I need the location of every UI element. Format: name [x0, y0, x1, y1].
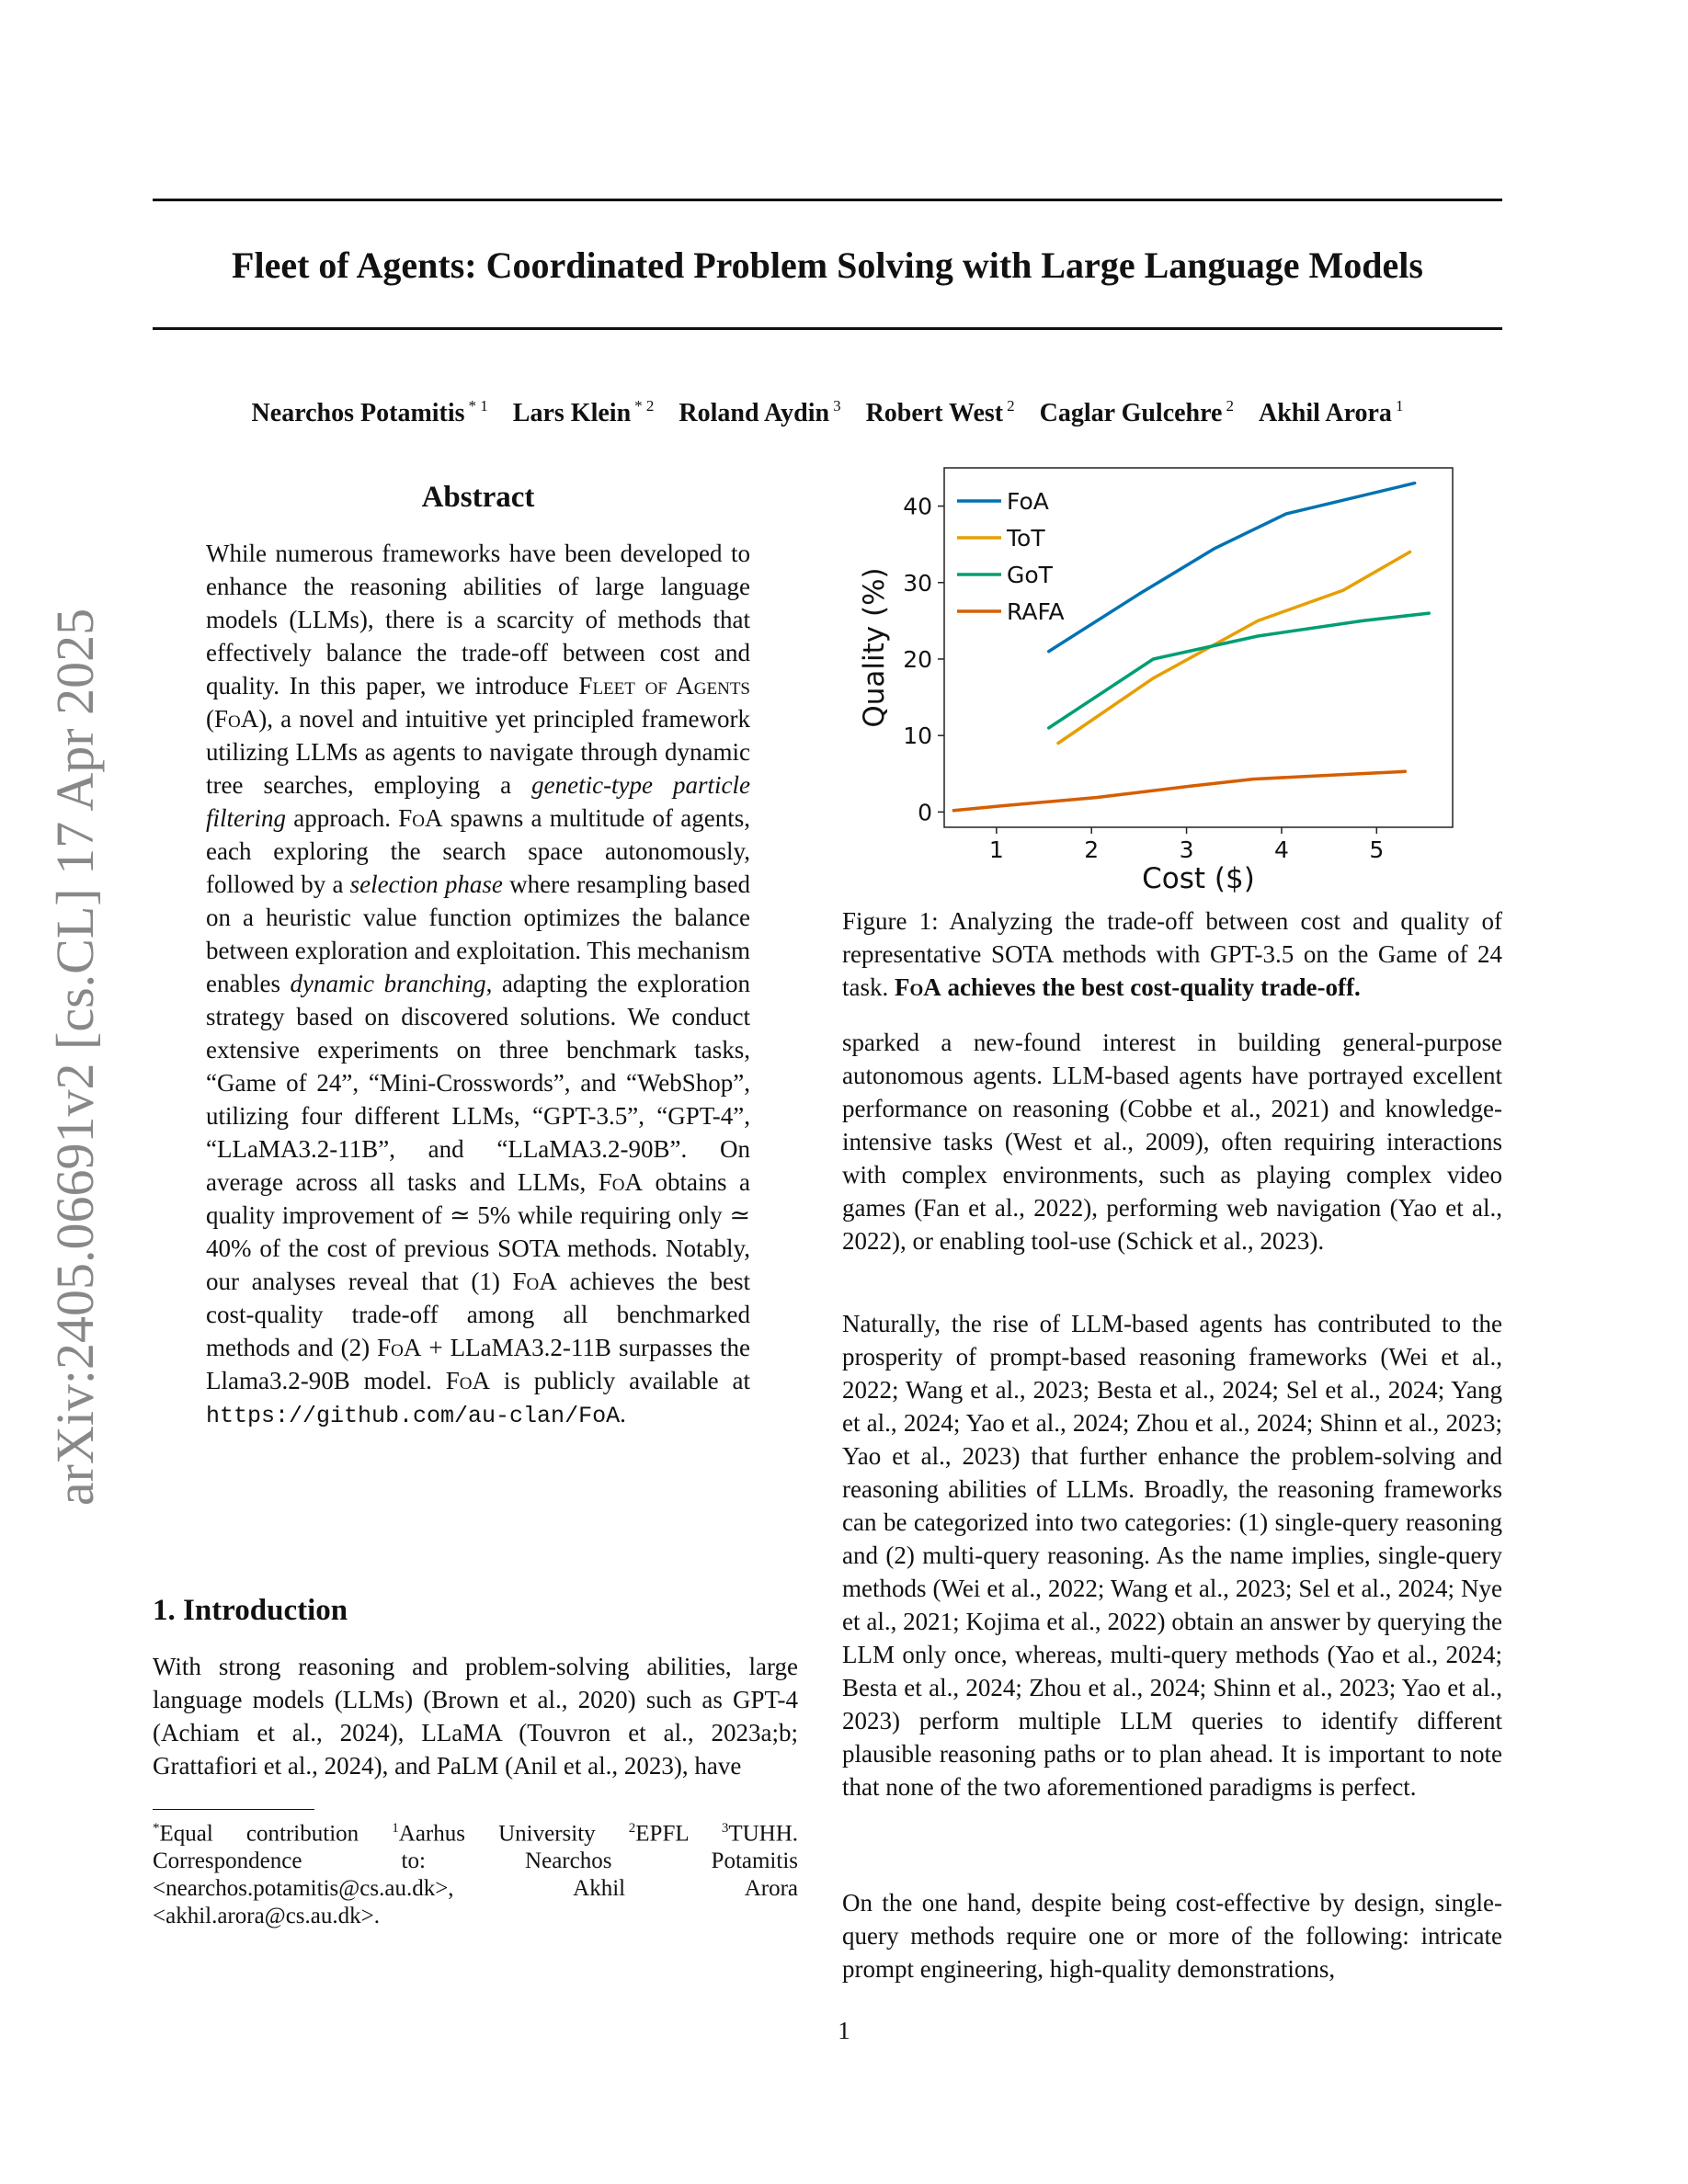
x-tick-label: 1: [988, 836, 1004, 863]
abstract-body: [206, 537, 750, 1433]
author-affiliation: 2: [1007, 397, 1015, 415]
author-name: Roland Aydin: [679, 399, 830, 427]
legend-label: GoT: [1007, 562, 1053, 588]
author: [513, 399, 655, 427]
method-acronym: FoA: [377, 1334, 422, 1361]
author-list: [153, 390, 1502, 430]
paper-title: Fleet of Agents: Coordinated Problem Solving with Large Language Models: [232, 245, 1423, 286]
footnote: [153, 1814, 798, 1930]
method-acronym: FoA: [398, 804, 443, 832]
author-name: Caglar Gulcehre: [1039, 399, 1223, 427]
author-affiliation: 1: [1395, 397, 1404, 415]
x-tick-label: 5: [1369, 836, 1385, 863]
legend-label: ToT: [1007, 525, 1045, 552]
author: [1259, 399, 1403, 427]
series-line-rafa: [953, 771, 1405, 810]
cost-quality-chart: [842, 460, 1504, 901]
method-acronym: FoA: [895, 973, 941, 1001]
abstract-heading: Abstract: [421, 481, 535, 514]
author-affiliation: * 1: [468, 397, 488, 415]
abstract-text: achieves the best cost-quality trade-off among all benchmarked methods and (2): [206, 1268, 750, 1361]
caption-emphasis: [895, 973, 1361, 1001]
intro-paragraph: On the one hand, despite being cost-effective by design, single-query methods require one or more of the following: intricate prompt engineering, high-quality demonstrations,: [842, 1889, 1502, 1983]
intro-paragraph: Naturally, the rise of LLM-based agents has contributed to the prosperity of prompt-based reasoning frameworks (Wei et al., 2022; Wang et al., 2023; Besta et al., 2024; Sel et al., 2024; Yang et al., 2024; Yao et al., 2024; Zhou et al., 2024; Shinn et al., 2023; Yao et al., 2023) that further enhance the problem-solving and reasoning abilities of LLMs. Broadly, the reasoning frameworks can be categorized into two categories: (1) single-query reasoning and (2) multi-query reasoning. As the name implies, single-query methods (Wei et al., 2022; Wang et al., 2023; Sel et al., 2024; Nye et al., 2021; Kojima et al., 2022) obtain an answer by querying the LLM only once, whereas, multi-query methods (Yao et al., 2024; Besta et al., 2024; Zhou et al., 2024; Shinn et al., 2023; Yao et al., 2023) perform multiple LLM queries to identify different plausible reasoning paths or to plan ahead. It is important to note that none of the two aforementioned paradigms is perfect.: [842, 1310, 1502, 1801]
author: [252, 399, 488, 427]
abstract-text: , adapting the exploration strategy based on discovered solutions. We conduct extensive experiments on three benchmark tasks, “Game of 24”, “Mini-Crosswords”, and “WebShop”, utilizing four different LLMs, “GPT-3.5”, “GPT-4”, “LLaMA3.2-11B”, and “LLaMA3.2-90B”. On average across all tasks and LLMs,: [206, 970, 750, 1196]
legend-label: FoA: [1007, 488, 1049, 515]
abstract-emphasis: genetic-type particle filtering: [206, 771, 750, 832]
caption-text: Figure 1: Analyzing the trade-off between cost and quality of representative SOTA methods with GPT-3.5 on the Game of 24 task.: [842, 907, 1502, 1001]
y-axis-label: Quality (%): [858, 567, 891, 728]
author: [679, 399, 840, 427]
y-tick-label: 30: [903, 569, 932, 597]
method-acronym: FoA: [512, 1268, 557, 1295]
x-tick-label: 4: [1273, 836, 1289, 863]
author: [1040, 399, 1234, 427]
caption-emphasis-text: achieves the best cost-quality trade-off.: [941, 973, 1361, 1001]
x-axis-label: Cost ($): [1142, 862, 1255, 895]
series-line-foa: [1049, 483, 1415, 652]
abstract-text: (: [206, 705, 214, 733]
footnote-rule: [153, 1809, 314, 1810]
author: [866, 399, 1015, 427]
footnote-text: TUHH. Correspondence to: Nearchos Potamitis <nearchos.potamitis@cs.au.dk>, Akhil Arora <akhil.arora@cs.au.dk>.: [153, 1821, 798, 1929]
author-name: Akhil Arora: [1258, 399, 1392, 427]
abstract-text: .: [620, 1400, 626, 1428]
arxiv-stamp: arXiv:2405.06691v2 [cs.CL] 17 Apr 2025: [45, 608, 105, 1507]
author-affiliation: 2: [1226, 397, 1234, 415]
abstract-text: While numerous frameworks have been developed to enhance the reasoning abilities of large language models (LLMs), there is a scarcity of methods that effectively balance the trade-off between cost and quality. In this paper, we introduce: [206, 540, 750, 700]
figure-1: [842, 460, 1504, 901]
author-name: Nearchos Potamitis: [251, 399, 465, 427]
y-tick-label: 10: [903, 722, 932, 750]
section-heading-introduction: 1. Introduction: [153, 1594, 348, 1627]
intro-paragraph: With strong reasoning and problem-solving abilities, large language models (LLMs) (Brown et al., 2020) such as GPT-4 (Achiam et al., 2024), LLaMA (Touvron et al., 2023a;b; Grattafiori et al., 2024), and PaLM (Anil et al., 2023), have: [153, 1653, 798, 1780]
abstract-emphasis: selection phase: [349, 870, 503, 898]
y-tick-label: 40: [903, 493, 932, 520]
repository-link[interactable]: https://github.com/au-clan/FoA: [206, 1403, 621, 1429]
x-tick-label: 3: [1179, 836, 1194, 863]
abstract-text: where resampling based on a heuristic value function optimizes the balance between exploration and exploitation. This mechanism enables: [206, 870, 750, 997]
legend-label: RAFA: [1007, 598, 1065, 625]
abstract-text: is publicly available at: [490, 1367, 750, 1394]
abstract-text: + LLaMA3.2-11B surpasses the Llama3.2-90B model.: [206, 1334, 750, 1394]
method-acronym: FoA: [598, 1168, 643, 1196]
y-tick-label: 0: [918, 799, 932, 826]
title-rule-bottom: [153, 327, 1502, 330]
title-rule-top: [153, 199, 1502, 201]
intro-paragraph: sparked a new-found interest in building general-purpose autonomous agents. LLM-based agents have portrayed excellent performance on reasoning (Cobbe et al., 2021) and knowledge-intensive tasks (West et al., 2009), often requiring interactions with complex environments, such as playing complex video games (Fan et al., 2022), performing web navigation (Yao et al., 2022), or enabling tool-use (Schick et al., 2023).: [842, 1029, 1502, 1255]
page-number: 1: [838, 2017, 850, 2044]
author-name: Robert West: [865, 399, 1004, 427]
abstract-text: ), a novel and intuitive yet principled framework utilizing LLMs as agents to navigate through dynamic tree searches, employing a: [206, 705, 750, 799]
abstract-text: obtains a quality improvement of ≃ 5% while requiring only ≃ 40% of the cost of previous SOTA methods. Notably, our analyses reveal that (1): [206, 1168, 750, 1295]
footnote-text: Equal contribution: [159, 1821, 393, 1847]
footnote-mark: *: [153, 1821, 160, 1836]
footnote-mark: 1: [392, 1821, 399, 1836]
abstract-emphasis: dynamic branching: [290, 970, 486, 997]
method-name: Fleet of Agents: [578, 672, 750, 700]
method-acronym: FoA: [214, 705, 259, 733]
abstract-text: spawns a multitude of agents, each exploring the search space autonomously, followed by a: [206, 804, 750, 898]
author-affiliation: * 2: [634, 397, 655, 415]
x-tick-label: 2: [1084, 836, 1100, 863]
y-tick-label: 20: [903, 645, 932, 673]
author-name: Lars Klein: [512, 399, 632, 427]
figure-caption: [842, 904, 1502, 1004]
series-line-tot: [1058, 552, 1410, 744]
footnote-text: EPFL: [635, 1821, 722, 1847]
method-acronym: FoA: [445, 1367, 490, 1394]
abstract-text: approach.: [286, 804, 399, 832]
author-affiliation: 3: [833, 397, 841, 415]
footnote-mark: 3: [721, 1821, 729, 1836]
footnote-text: Aarhus University: [398, 1821, 629, 1847]
footnote-mark: 2: [628, 1821, 636, 1836]
